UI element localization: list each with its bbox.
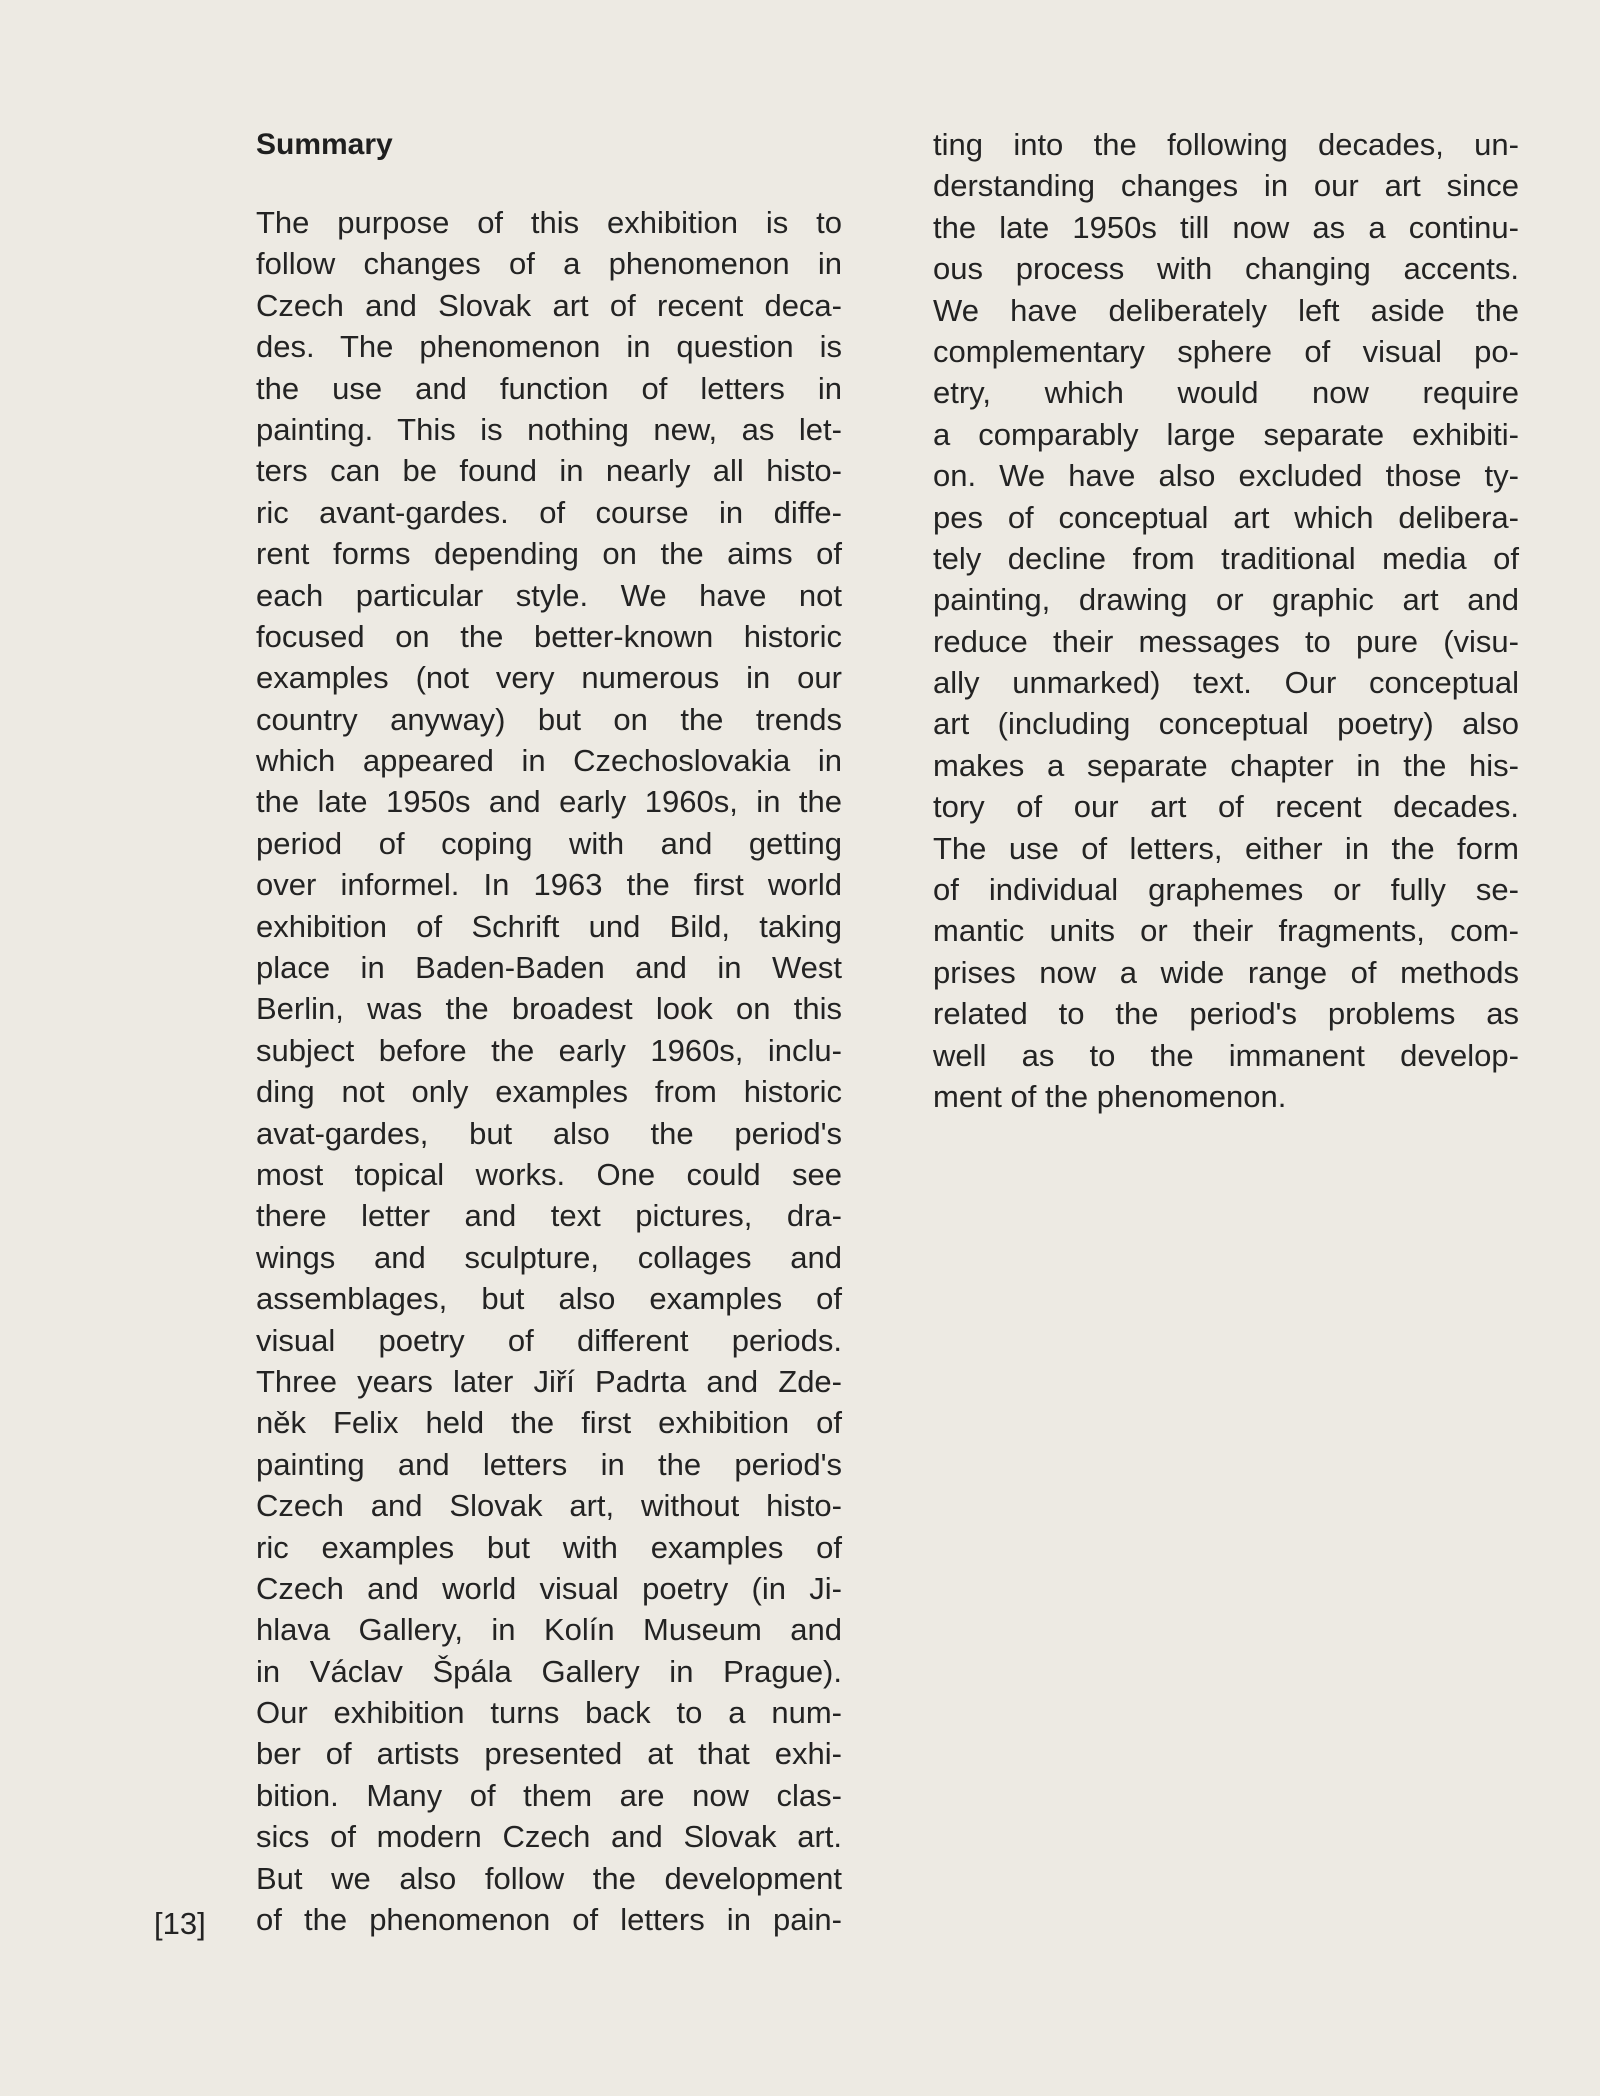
text-line: The purpose of this exhibition is to — [256, 205, 842, 240]
page-number: [13] — [154, 1906, 206, 1941]
text-line: art (including conceptual poetry) also — [933, 706, 1519, 742]
text-line: avat-gardes, but also the period's — [256, 1115, 842, 1151]
text-line: focused on the better-known historic — [256, 618, 842, 654]
text-line: ting into the following decades, un- — [933, 127, 1519, 162]
text-line: bition. Many of them are now clas- — [256, 1777, 842, 1813]
text-line: des. The phenomenon in question is — [256, 329, 842, 365]
text-line: Our exhibition turns back to a num- — [256, 1695, 842, 1731]
text-line: We have deliberately left aside the — [933, 292, 1519, 328]
text-line: ous process with changing accents. — [933, 251, 1519, 287]
text-line: period of coping with and getting — [256, 825, 842, 861]
text-line: of the phenomenon of letters in pain- — [256, 1902, 842, 1938]
text-line: the late 1950s till now as a continu- — [933, 209, 1519, 245]
text-line: rent forms depending on the aims of — [256, 536, 842, 572]
text-line: But we also follow the development — [256, 1860, 842, 1896]
right-text-column — [933, 124, 1519, 1117]
text-line: makes a separate chapter in the his- — [933, 747, 1519, 783]
text-line: country anyway) but on the trends — [256, 701, 842, 737]
text-line: Czech and Slovak art of recent deca- — [256, 287, 842, 323]
text-line: prises now a wide range of methods — [933, 954, 1519, 990]
text-line: wings and sculpture, collages and — [256, 1239, 842, 1275]
text-line: follow changes of a phenomenon in — [256, 246, 842, 282]
text-line: each particular style. We have not — [256, 577, 842, 613]
text-line: ment of the phenomenon. — [933, 1078, 1287, 1114]
text-line: the late 1950s and early 1960s, in the — [256, 784, 842, 820]
text-line: etry, which would now require — [933, 375, 1519, 411]
text-line: něk Felix held the first exhibition of — [256, 1405, 842, 1441]
text-line: derstanding changes in our art since — [933, 168, 1519, 204]
text-line: reduce their messages to pure (visu- — [933, 623, 1519, 659]
text-line: ding not only examples from historic — [256, 1074, 842, 1110]
text-line: Berlin, was the broadest look on this — [256, 991, 842, 1027]
text-line: ters can be found in nearly all histo- — [256, 453, 842, 489]
text-line: there letter and text pictures, dra- — [256, 1198, 842, 1234]
text-line: ric examples but with examples of — [256, 1529, 842, 1565]
text-line: ber of artists presented at that exhi- — [256, 1736, 842, 1772]
text-line: Czech and Slovak art, without histo- — [256, 1488, 842, 1524]
text-line: Czech and world visual poetry (in Ji- — [256, 1570, 842, 1606]
text-line: related to the period's problems as — [933, 996, 1519, 1032]
text-line: of individual graphemes or fully se- — [933, 872, 1519, 908]
left-text-column — [256, 202, 842, 1940]
text-line: painting. This is nothing new, as let- — [256, 411, 842, 447]
text-line: painting, drawing or graphic art and — [933, 582, 1519, 618]
text-line: mantic units or their fragments, com- — [933, 913, 1519, 949]
text-line: tory of our art of recent decades. — [933, 789, 1519, 825]
text-line: sics of modern Czech and Slovak art. — [256, 1819, 842, 1855]
text-line: place in Baden-Baden and in West — [256, 950, 842, 986]
text-line: the use and function of letters in — [256, 370, 842, 406]
text-line: painting and letters in the period's — [256, 1446, 842, 1482]
text-line: Three years later Jiří Padrta and Zde- — [256, 1363, 842, 1399]
text-line: ric avant-gardes. of course in diffe- — [256, 494, 842, 530]
text-line: subject before the early 1960s, inclu- — [256, 1032, 842, 1068]
text-line: on. We have also excluded those ty- — [933, 458, 1519, 494]
text-line: The use of letters, either in the form — [933, 830, 1519, 866]
text-line: over informel. In 1963 the first world — [256, 867, 842, 903]
text-line: well as to the immanent develop- — [933, 1037, 1519, 1073]
text-line: in Václav Špála Gallery in Prague). — [256, 1653, 842, 1689]
text-line: examples (not very numerous in our — [256, 660, 842, 696]
text-line: most topical works. One could see — [256, 1156, 842, 1192]
text-line: assemblages, but also examples of — [256, 1281, 842, 1317]
text-line: complementary sphere of visual po- — [933, 333, 1519, 369]
text-line: exhibition of Schrift und Bild, taking — [256, 908, 842, 944]
text-line: a comparably large separate exhibiti- — [933, 416, 1519, 452]
text-line: ally unmarked) text. Our conceptual — [933, 665, 1519, 701]
text-line: pes of conceptual art which delibera- — [933, 499, 1519, 535]
text-line: visual poetry of different periods. — [256, 1322, 842, 1358]
text-line: tely decline from traditional media of — [933, 540, 1519, 576]
text-line: which appeared in Czechoslovakia in — [256, 743, 842, 779]
text-line: hlava Gallery, in Kolín Museum and — [256, 1612, 842, 1648]
summary-heading: Summary — [256, 128, 393, 161]
